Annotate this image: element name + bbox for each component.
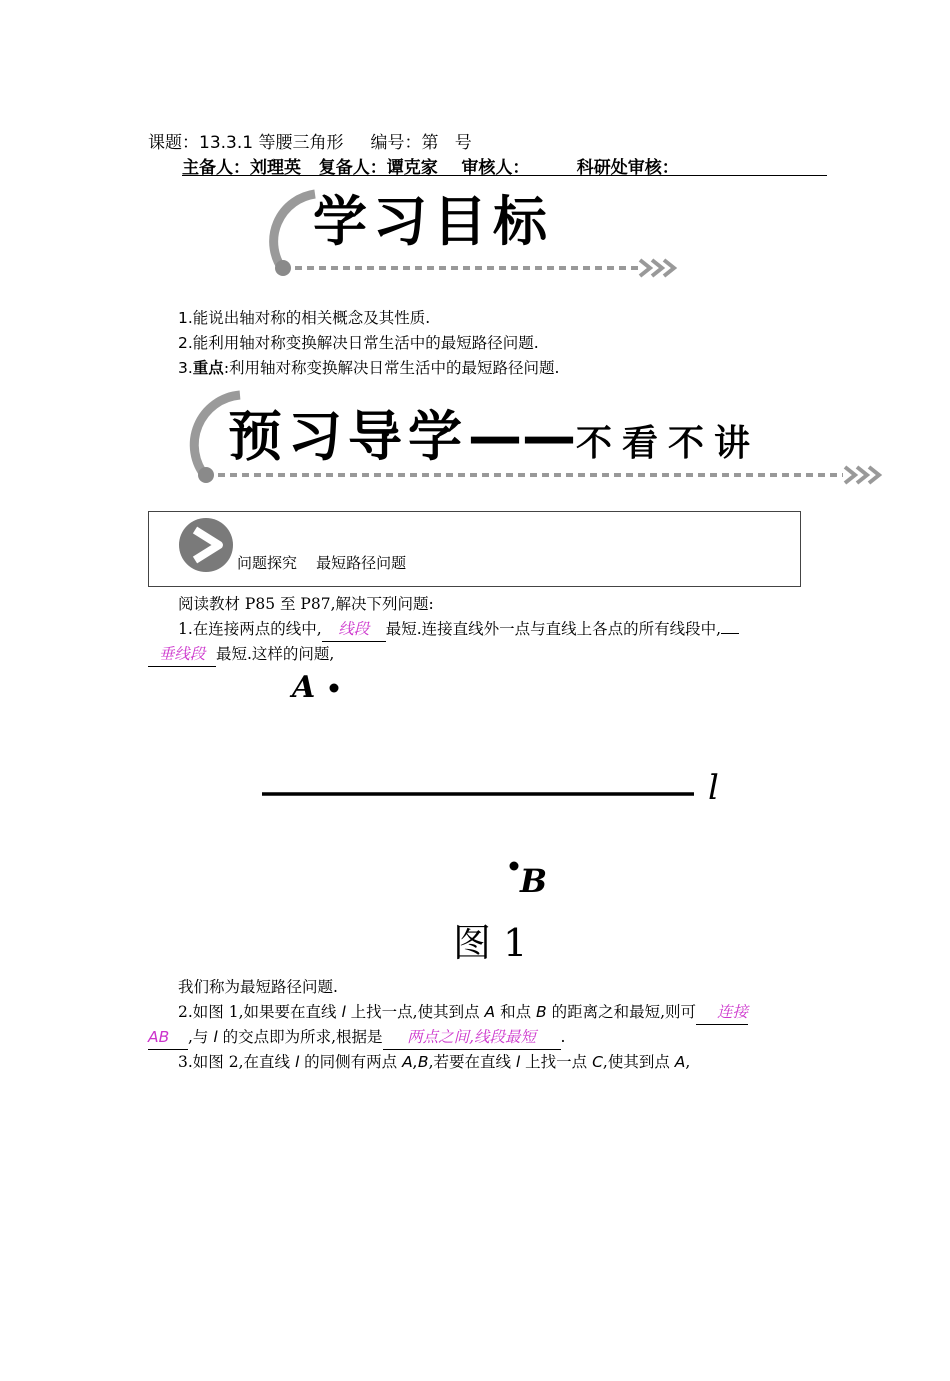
section-box bbox=[148, 511, 801, 587]
question-2-line2: AB ,与 l 的交点即为所求,根据是 两点之间,线段最短 . bbox=[148, 1025, 565, 1050]
question-1-line2: 垂线段 最短.这样的问题, bbox=[148, 642, 334, 667]
intro-text: 阅读教材 P85 至 P87,解决下列问题: bbox=[178, 595, 434, 613]
banner-learning-goals bbox=[255, 182, 695, 287]
point-a-dot bbox=[330, 684, 339, 693]
objective-3: 3.重点:利用轴对称变换解决日常生活中的最短路径问题. bbox=[178, 358, 560, 377]
banner-preview-study bbox=[178, 385, 898, 495]
figure-1 bbox=[250, 668, 740, 968]
line-l-label: l bbox=[708, 768, 719, 808]
figure-caption: 图 1 bbox=[453, 921, 528, 965]
answer-blank: 线段 bbox=[322, 617, 386, 642]
question-1-line1: 1.在连接两点的线中, 线段 最短.连接直线外一点与直线上各点的所有线段中, bbox=[178, 617, 739, 642]
lesson-header: 课题：13.3.1 等腰三角形 编号：第 号 bbox=[148, 133, 472, 153]
point-a-label: A bbox=[292, 670, 316, 705]
preparer-line: 主备人：刘理英 复备人：谭克家 审核人： 科研处审核： bbox=[182, 158, 679, 178]
banner-title: 预习导学——不看不讲 bbox=[228, 405, 761, 468]
question-3-line1: 3.如图 2,在直线 l 的同侧有两点 A,B,若要在直线 l 上找一点 C,使其到点 A, bbox=[178, 1053, 691, 1071]
objective-2: 2.能利用轴对称变换解决日常生活中的最短路径问题. bbox=[178, 334, 539, 352]
after-figure-text: 我们称为最短路径问题. bbox=[178, 978, 338, 996]
banner-title: 学习目标 bbox=[313, 190, 553, 253]
answer-blank: 两点之间,线段最短 bbox=[383, 1025, 561, 1050]
point-b-dot bbox=[510, 862, 519, 871]
header-divider bbox=[182, 175, 827, 176]
answer-blank: 垂线段 bbox=[148, 642, 216, 667]
question-2-line1: 2.如图 1,如果要在直线 l 上找一点,使其到点 A 和点 B 的距离之和最短,则可 连接 bbox=[178, 1000, 748, 1025]
section-label: 问题探究 最短路径问题 bbox=[237, 554, 407, 572]
arrow-circle-icon bbox=[177, 516, 235, 574]
answer-blank: AB bbox=[148, 1025, 188, 1050]
point-b-label: B bbox=[520, 862, 548, 900]
objective-1: 1.能说出轴对称的相关概念及其性质. bbox=[178, 309, 431, 327]
answer-blank-start bbox=[721, 633, 739, 634]
answer-blank: 连接 bbox=[696, 1000, 748, 1025]
